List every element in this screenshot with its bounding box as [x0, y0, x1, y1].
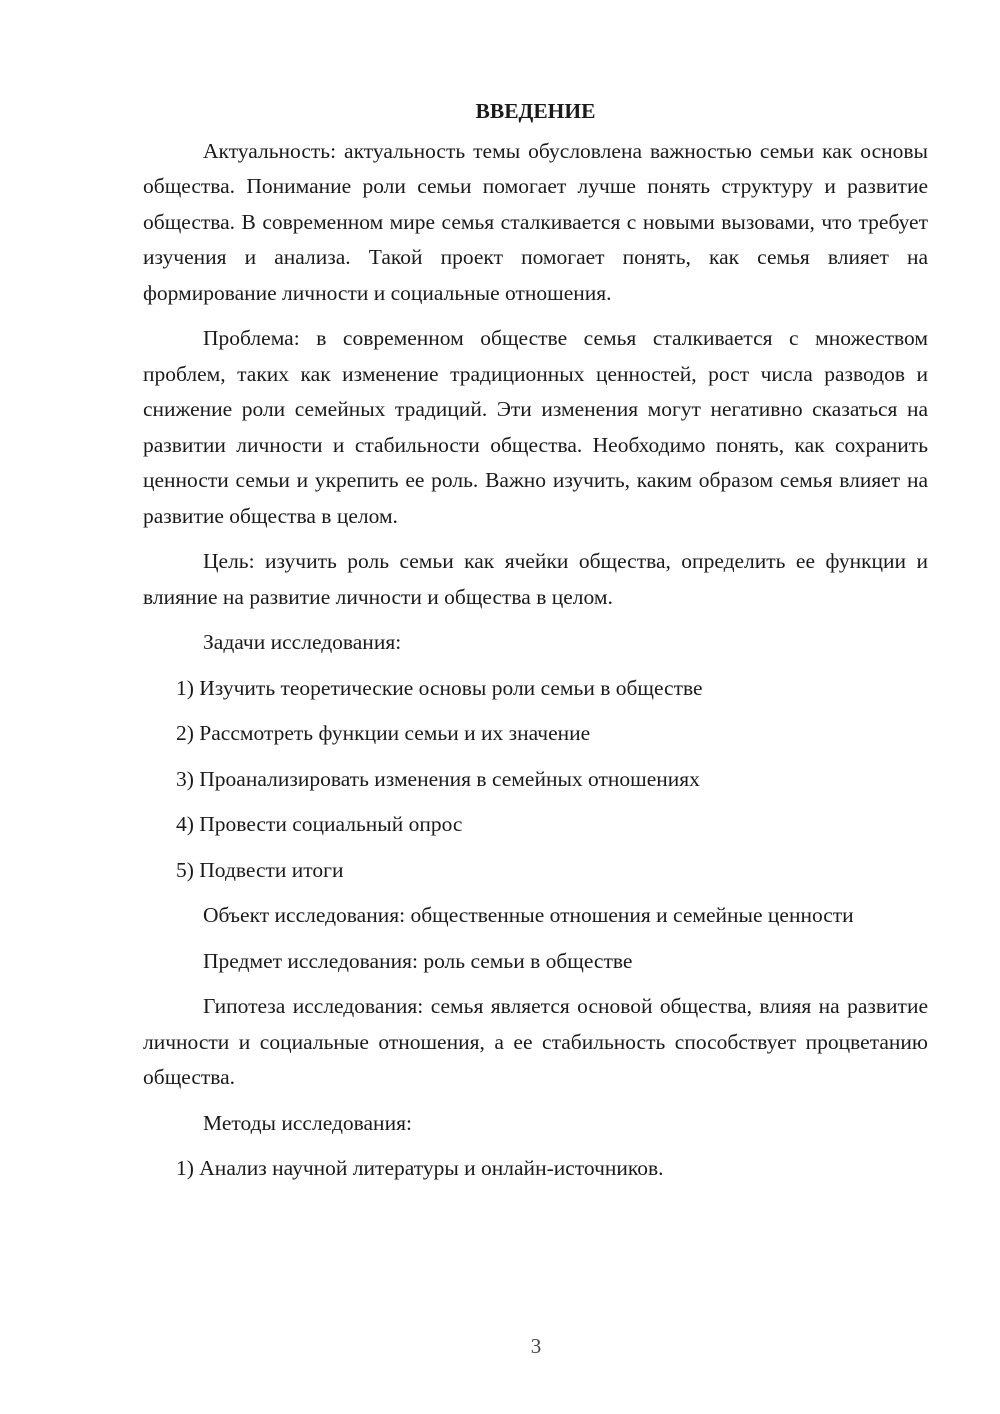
list-item: 4) Провести социальный опрос [176, 812, 463, 836]
hypothesis-paragraph: Гипотеза исследования: семья является основой общества, влияя на развитие личности и социальные отношения, а ее стабильность способствует процветанию общества. [143, 994, 928, 1089]
page-number: 3 [530, 1334, 542, 1358]
methods-heading: Методы исследования: [203, 1110, 412, 1135]
object-paragraph: Объект исследования: общественные отношения и семейные ценности [203, 903, 854, 927]
list-item: 2) Рассмотреть функции семьи и их значение [176, 721, 591, 745]
problem-paragraph: Проблема: в современном обществе семья сталкивается с множеством проблем, таких как изменение традиционных ценностей, рост числа разводов и снижение роли семейных традиций. Эти изменения могут негативно сказаться на развитии личности и стабильности общества. Необходимо понять, как сохранить ценности семьи и укрепить ее роль. Важно изучить, каким образом семья влияет на развитие общества в целом. [143, 326, 928, 528]
subject-paragraph: Предмет исследования: роль семьи в обществе [203, 948, 633, 973]
tasks-heading: Задачи исследования: [203, 630, 402, 654]
section-title: ВВЕДЕНИЕ [475, 99, 596, 123]
tasks-list [143, 671, 928, 889]
methods-list [143, 1151, 928, 1187]
goal-paragraph: Цель: изучить роль семьи как ячейки общества, определить ее функции и влияние на развитие личности и общества в целом. [143, 549, 928, 609]
relevance-paragraph: Актуальность: актуальность темы обусловлена важностью семьи как основы общества. Понимание роли семьи помогает лучше понять структуру и развитие общества. В современном мире семья сталкивается с новыми вызовами, что требует изучения и анализа. Такой проект помогает понять, как семья влияет на формирование личности и социальные отношения. [143, 138, 928, 305]
document-page [143, 94, 928, 1197]
list-item: 5) Подвести итоги [176, 857, 344, 882]
list-item: 3) Проанализировать изменения в семейных отношениях [176, 766, 700, 791]
list-item: 1) Изучить теоретические основы роли семьи в обществе [176, 675, 703, 700]
list-item: 1) Анализ научной литературы и онлайн-источников. [176, 1156, 664, 1180]
